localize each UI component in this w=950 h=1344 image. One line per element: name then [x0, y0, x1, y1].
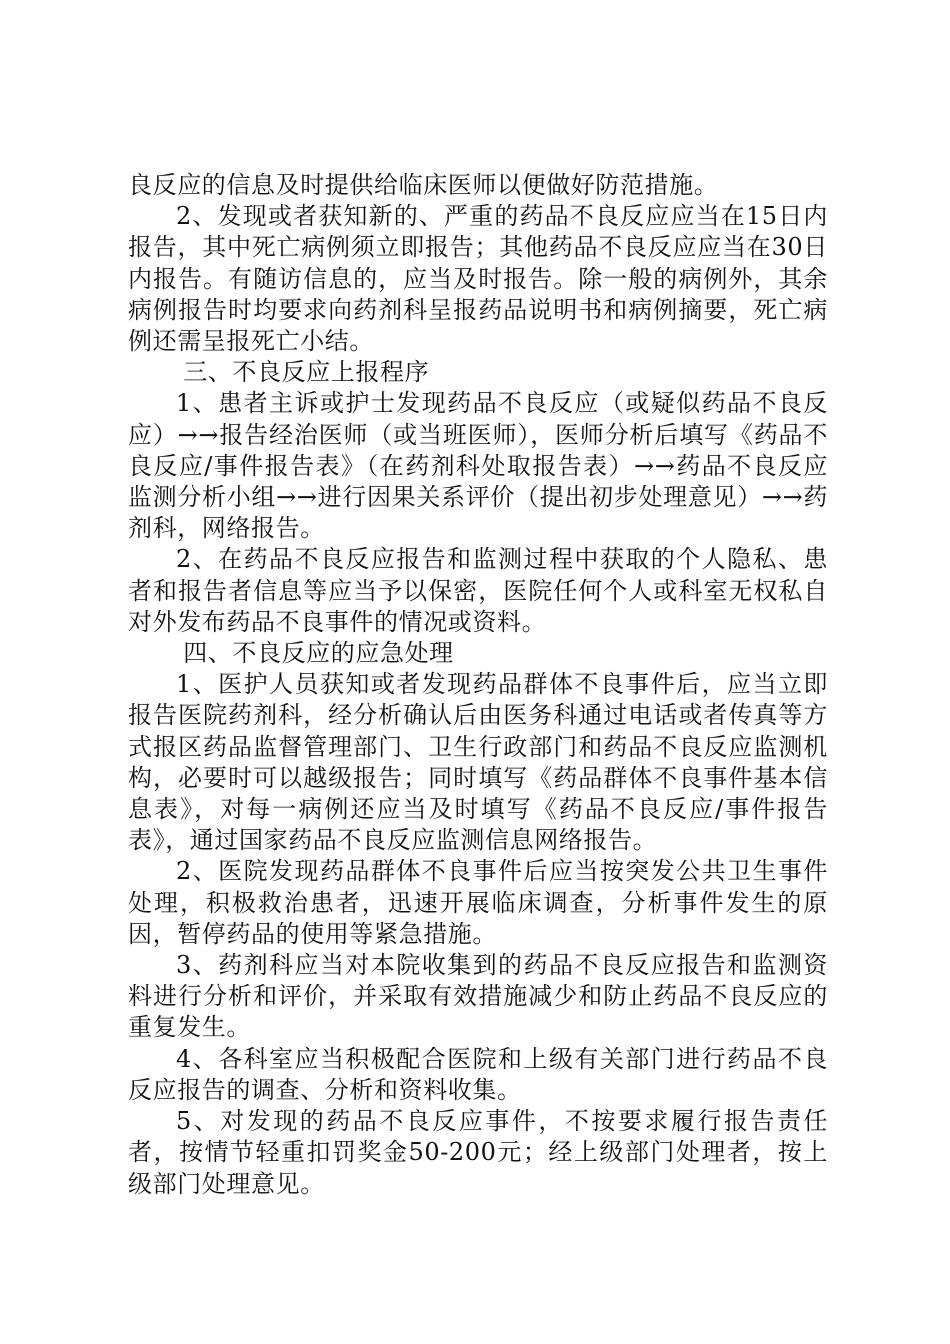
paragraph-department-cooperation: 4、各科室应当积极配合医院和上级有关部门进行药品不良反应报告的调查、分析和资料收集。 [128, 1044, 828, 1104]
document-body [128, 170, 828, 1200]
paragraph-penalty: 5、对发现的药品不良反应事件，不按要求履行报告责任者，按情节轻重扣罚奖金50-200元；经上级部门处理者，按上级部门处理意见。 [128, 1107, 828, 1198]
section-heading-reporting-procedure: 三、不良反应上报程序 [183, 358, 430, 387]
paragraph-analysis-evaluation: 3、药剂科应当对本院收集到的药品不良反应报告和监测资料进行分析和评价，并采取有效措施减少和防止药品不良反应的重复发生。 [128, 951, 828, 1042]
paragraph-report-deadline: 2、发现或者获知新的、严重的药品不良反应应当在15日内报告，其中死亡病例须立即报告；其他药品不良反应应当在30日内报告。有随访信息的，应当及时报告。除一般的病例外，其余病例报告时均要求向药剂科呈报药品说明书和病例摘要，死亡病例还需呈报死亡小结。 [128, 202, 828, 356]
paragraph-procedure-flow: 1、患者主诉或护士发现药品不良反应（或疑似药品不良反应）→→报告经治医师（或当班医师），医师分析后填写《药品不良反应/事件报告表》（在药剂科处取报告表）→→药品不良反应监测分析小组→→进行因果关系评价（提出初步处理意见）→→药剂科，网络报告。 [128, 389, 828, 543]
paragraph-group-event-report: 1、医护人员获知或者发现药品群体不良事件后，应当立即报告医院药剂科，经分析确认后由医务科通过电话或者传真等方式报区药品监督管理部门、卫生行政部门和药品不良反应监测机构，必要时可以越级报告；同时填写《药品群体不良事件基本信息表》，对每一病例还应当及时填写《药品不良反应/事件报告表》，通过国家药品不良反应监测信息网络报告。 [128, 670, 828, 855]
paragraph-continuation: 良反应的信息及时提供给临床医师以便做好防范措施。 [128, 171, 719, 199]
paragraph-confidentiality: 2、在药品不良反应报告和监测过程中获取的个人隐私、患者和报告者信息等应当予以保密，医院任何个人或科室无权私自对外发布药品不良事件的情况或资料。 [128, 545, 828, 636]
paragraph-public-health-handling: 2、医院发现药品群体不良事件后应当按突发公共卫生事件处理，积极救治患者，迅速开展临床调查，分析事件发生的原因，暂停药品的使用等紧急措施。 [128, 857, 828, 948]
section-heading-emergency-handling: 四、不良反应的应急处理 [183, 639, 454, 668]
